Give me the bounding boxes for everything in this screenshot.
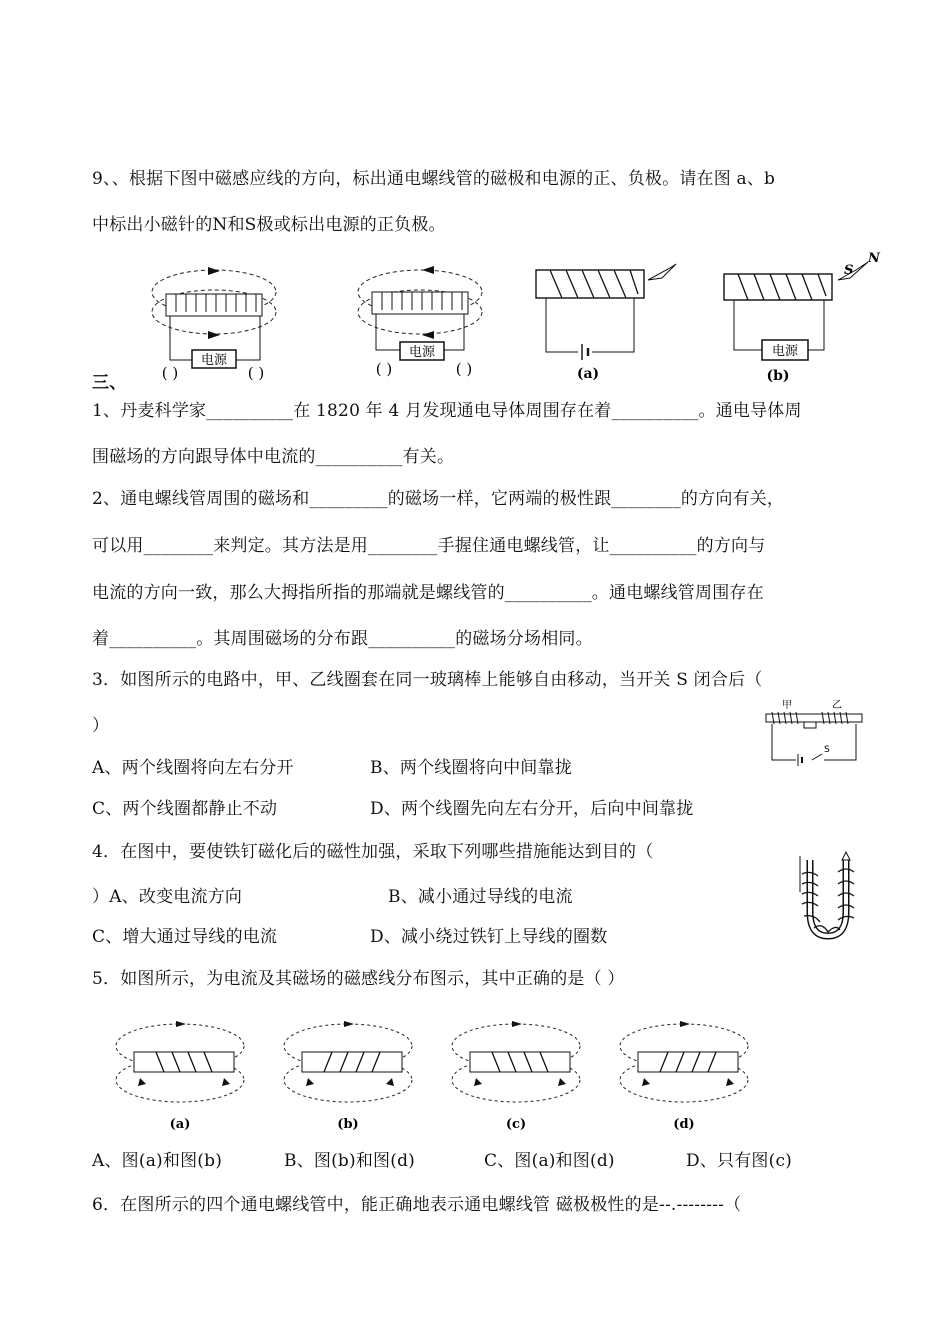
q9-fig2-source-label: 电源 <box>408 345 436 360</box>
q5-fig-c <box>452 1021 580 1102</box>
q5-caption-c: (c) <box>505 1117 527 1132</box>
q9-fig1-paren-left: ( ) <box>161 364 179 382</box>
q9-needle-n: N <box>868 251 880 266</box>
q3-option-c: C、两个线圈都静止不动 <box>92 799 278 819</box>
q2-line2: 可以用________来判定。其方法是用________手握住通电螺线管，让__________的方向与 <box>92 536 766 556</box>
q4-figure-nail <box>796 852 860 948</box>
q4-option-a: ）A、改变电流方向 <box>92 887 243 907</box>
q4-option-c: C、增大通过导线的电流 <box>92 927 278 947</box>
q3-line2: ） <box>92 716 110 736</box>
q3-option-d: D、两个线圈先向左右分开，后向中间靠拢 <box>370 799 694 819</box>
q9-fig2-paren-right: ( ) <box>455 360 473 378</box>
q9-needle-s: S <box>844 263 854 278</box>
q3-line1: 3．如图所示的电路中，甲、乙线圈套在同一玻璃棒上能够自由移动，当开关 S 闭合后（ <box>92 670 763 690</box>
q5-fig-b <box>284 1021 412 1102</box>
q6-line1: 6．在图所示的四个通电螺线管中，能正确地表示通电螺线管 磁极极性的是--.--------（ <box>92 1195 742 1215</box>
q9-figb-source-label: 电源 <box>771 344 799 359</box>
q5-caption-b: (b) <box>337 1117 359 1132</box>
q4-option-d: D、减小绕过铁钉上导线的圈数 <box>370 927 608 947</box>
q3-figure <box>760 696 870 768</box>
q5-option-c: C、图(a)和图(d) <box>484 1151 615 1171</box>
q3-option-b: B、两个线圈将向中间靠拢 <box>370 758 572 778</box>
q9-figure-1 <box>148 262 288 382</box>
q3-fig-s: S <box>824 745 830 755</box>
q9-figure-2 <box>352 262 492 382</box>
q5-fig-d <box>620 1021 748 1102</box>
q9-fig2-paren-left: ( ) <box>375 360 393 378</box>
q2-line3: 电流的方向一致，那么大拇指所指的那端就是螺线管的__________。通电螺线管周围存在 <box>92 583 764 603</box>
q5-option-b: B、图(b)和图(d) <box>284 1151 415 1171</box>
q1-line1: 1、丹麦科学家__________在 1820 年 4 月发现通电导体周围存在着__________。通电导体周 <box>92 401 802 421</box>
q2-line1: 2、通电螺线管周围的磁场和_________的磁场一样，它两端的极性跟________的方向有关， <box>92 489 785 509</box>
q9-caption-a: (a) <box>576 366 600 382</box>
q9-line2: 中标出小磁针的N和S极或标出电源的正负极。 <box>92 215 446 235</box>
section-3-heading: 三、 <box>92 373 127 393</box>
q3-fig-jia: 甲 <box>782 700 792 711</box>
q9-caption-b: (b) <box>766 368 790 384</box>
q5-option-a: A、图(a)和图(b) <box>92 1151 223 1171</box>
q1-line2: 围磁场的方向跟导体中电流的__________有关。 <box>92 447 455 467</box>
q9-figure-a <box>530 258 690 382</box>
q5-figure <box>112 1018 772 1136</box>
q4-line1: 4．在图中，要使铁钉磁化后的磁性加强，采取下列哪些措施能达到目的（ <box>92 842 654 862</box>
q9-figure-b <box>720 252 880 386</box>
q9-fig1-paren-right: ( ) <box>247 364 265 382</box>
q5-fig-a <box>116 1021 244 1102</box>
q9-fig1-source-label: 电源 <box>200 353 228 368</box>
q3-option-a: A、两个线圈将向左右分开 <box>92 758 294 778</box>
q5-line1: 5．如图所示，为电流及其磁场的磁感线分布图示，其中正确的是（ ） <box>92 969 625 989</box>
q5-caption-d: (d) <box>673 1117 695 1132</box>
q5-caption-a: (a) <box>169 1117 191 1132</box>
q4-option-b: B、减小通过导线的电流 <box>388 887 573 907</box>
q2-line4: 着__________。其周围磁场的分布跟__________的磁场分场相同。 <box>92 629 593 649</box>
q5-option-d: D、只有图(c) <box>686 1151 793 1171</box>
q3-fig-yi: 乙 <box>832 700 842 711</box>
q9-line1: 9、、根据下图中磁感应线的方向，标出通电螺线管的磁极和电源的正、负极。请在图 a、b <box>92 169 776 189</box>
